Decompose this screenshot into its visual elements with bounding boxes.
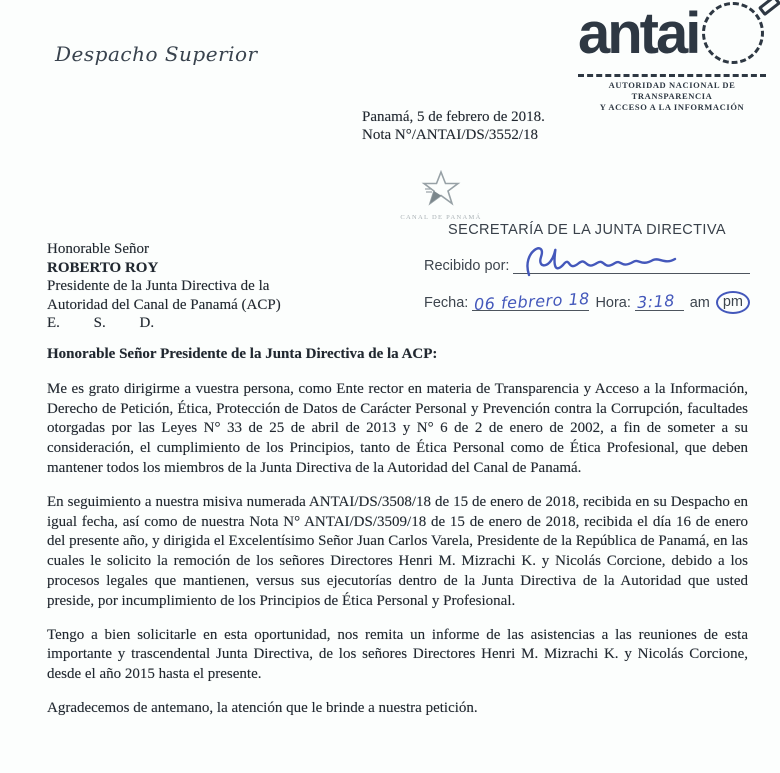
canal-label: CANAL DE PANAMÁ bbox=[400, 214, 482, 221]
addressee-block bbox=[47, 240, 281, 333]
paragraph-1: Me es grato dirigirme a vuestra persona, como Ente rector en materia de Transparencia y Acceso a la Información, Derecho de Petición, Ética, Protección de Datos de Carácter Personal y Prevención contra la Corrupción, facultades otorgadas por las Leyes N° 33 de 25 de abril de 2013 y N° 6 de 2 de enero de 2002, a fin de someter a su consideración, el cumplimiento de los Principios, tanto de Ética Personal como de Ética Profesional, que deben mantener todos los miembros de la Junta Directiva de la Autoridad del Canal de Panamá. bbox=[47, 380, 748, 476]
paragraph-2: En seguimiento a nuestra misiva numerada ANTAI/DS/3508/18 de 15 de enero de 2018, recibida en su Despacho en igual fecha, así como de nuestra Nota N° ANTAI/DS/3509/18 de 15 de enero de 2018, recibida el día 16 de enero del presente año, y dirigida el Excelentísimo Señor Juan Carlos Varela, Presidente de la República de Panamá, en las cuales le solicito la remoción de los señores Directores Henri M. Mizrachi K. y Nicolás Corcione, debido a los procesos legales que mantienen, versus sus ejecutorías dentro de la Junta Directiva de la Autoridad que usted preside, por incumplimiento de los Principios de Ética Personal y Profesional. bbox=[47, 493, 748, 609]
pm-circled-label: pm bbox=[716, 291, 750, 314]
received-by-label: Recibido por: bbox=[424, 258, 510, 274]
department-title: Despacho Superior bbox=[55, 42, 258, 66]
letter-body bbox=[47, 345, 748, 733]
received-by-row bbox=[424, 255, 750, 274]
received-stamp bbox=[424, 222, 750, 315]
magnifier-handle-icon bbox=[758, 0, 780, 16]
antai-wordmark: antai bbox=[578, 1, 699, 66]
addressee-line4: Autoridad del Canal de Panamá (ACP) bbox=[47, 296, 281, 313]
time-label: Hora: bbox=[595, 295, 631, 311]
handwritten-time: 3:18 bbox=[636, 291, 676, 312]
addressee-esd: E. S. D. bbox=[47, 315, 155, 332]
paragraph-3: Tengo a bien solicitarle en esta oportunidad, nos remita un informe de las asistencias a las reuniones de esta importante y trascendental Junta Directiva, de los señores Directores Henri M. Mizrachi K. y Nicolás Corcione, desde el año 2015 hasta el presente. bbox=[47, 626, 748, 683]
paragraph-4: Agradecemos de antemano, la atención que le brinde a nuestra petición. bbox=[47, 699, 478, 716]
tagline-line1: AUTORIDAD NACIONAL DE TRANSPARENCIA bbox=[608, 80, 736, 101]
canal-star-icon bbox=[421, 170, 461, 208]
date-time-row bbox=[424, 288, 750, 315]
canal-de-panama-logo bbox=[396, 170, 486, 221]
signature bbox=[519, 239, 679, 281]
date-line bbox=[472, 288, 591, 315]
place-date-line: Panamá, 5 de febrero de 2018. bbox=[362, 109, 545, 125]
salutation: Honorable Señor Presidente de la Junta Directiva de la ACP: bbox=[47, 346, 438, 362]
stamp-title: SECRETARÍA DE LA JUNTA DIRECTIVA bbox=[448, 222, 726, 238]
handwritten-date: 06 febrero 18 bbox=[473, 288, 591, 315]
date-label: Fecha: bbox=[424, 295, 469, 311]
magnifier-lens-icon bbox=[702, 2, 764, 64]
reference-number: Nota N°/ANTAI/DS/3552/18 bbox=[362, 127, 539, 143]
date-block bbox=[362, 108, 545, 144]
antai-wordmark-wrap bbox=[578, 1, 766, 72]
time-line bbox=[635, 292, 684, 311]
addressee-line3: Presidente de la Junta Directiva de la bbox=[47, 278, 270, 295]
addressee-line1: Honorable Señor bbox=[47, 241, 150, 257]
antai-tagline bbox=[578, 74, 766, 113]
antai-logo bbox=[578, 1, 766, 113]
addressee-name: ROBERTO ROY bbox=[47, 259, 159, 276]
tagline-line2: Y ACCESO A LA INFORMACIÓN bbox=[599, 102, 745, 112]
am-label: am bbox=[689, 295, 710, 311]
signature-line bbox=[513, 255, 750, 274]
